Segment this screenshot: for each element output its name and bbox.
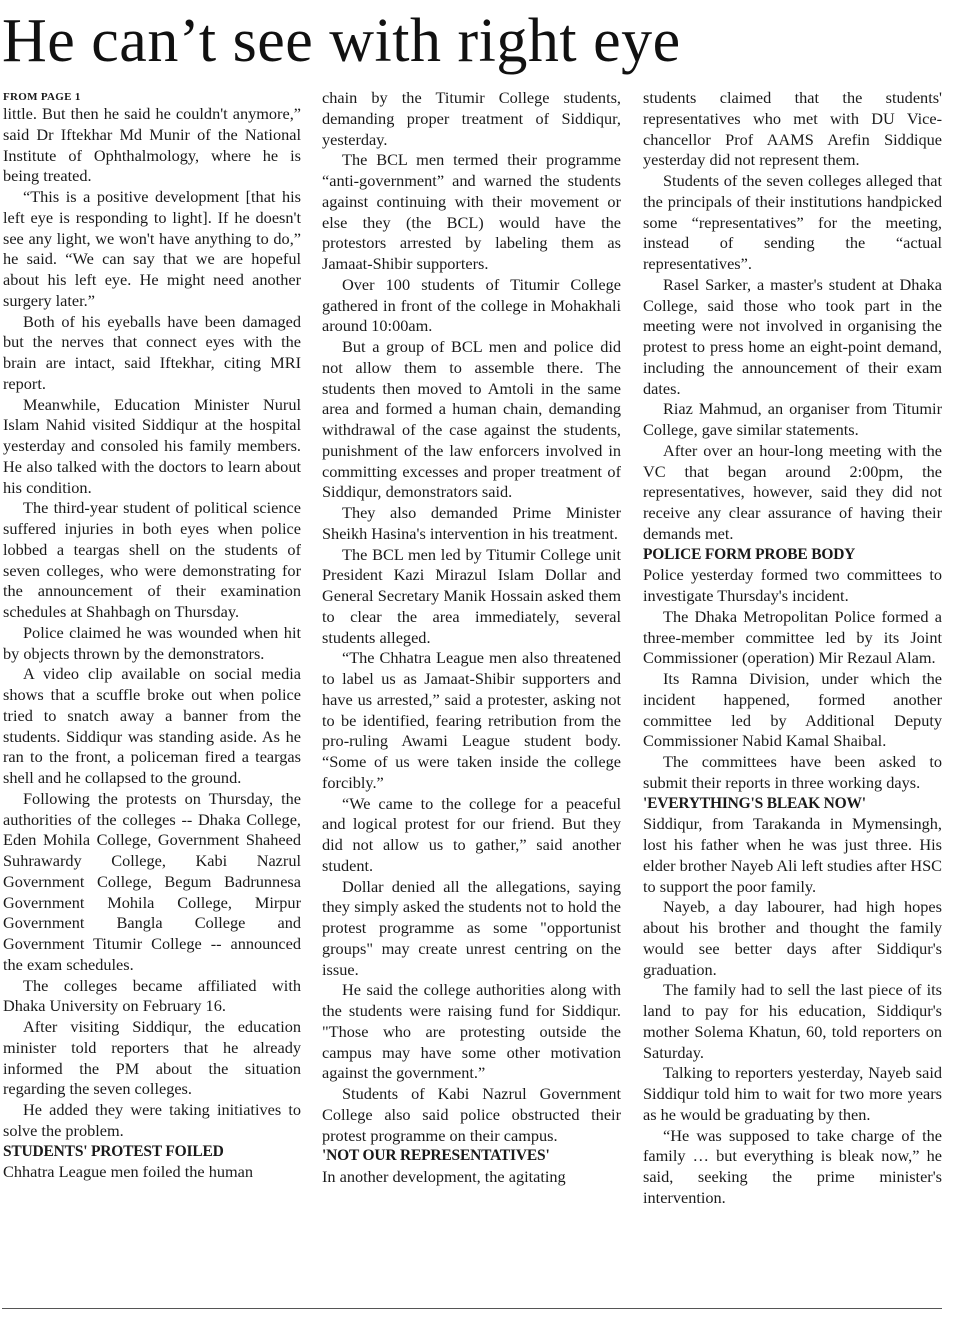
paragraph: He added they were taking initiatives to solve the problem. (3, 1100, 301, 1140)
paragraph: “He was supposed to take charge of the family … but everything is bleak now,” he said, seeking the prime minister's intervention. (643, 1125, 942, 1207)
paragraph: students claimed that the students' representatives who met with DU Vice-chancellor Prof AAMS Arefin Siddique yesterday did not represent them. (643, 88, 942, 170)
paragraph: Riaz Mahmud, an organiser from Titumir College, gave similar statements. (643, 399, 942, 439)
paragraph: “We came to the college for a peaceful and logical protest for our friend. But they did not allow us to gather,” said another student. (322, 793, 621, 875)
subheading-students-protest-foiled: STUDENTS' PROTEST FOILED (3, 1142, 224, 1160)
paragraph: Police claimed he was wounded when hit by objects thrown by the demonstrators. (3, 622, 301, 663)
paragraph: Students of the seven colleges alleged that the principals of their institutions handpicked some “representatives” for the meeting, instead of sending the “actual representatives”. (643, 171, 942, 273)
paragraph: chain by the Titumir College students, demanding proper treatment of Siddiqur, yesterday. (322, 88, 621, 149)
paragraph: “This is a positive development [that his left eye is responding to light]. If he doesn't see any light, we won't have anything to do,” he said. “We can say that we are hopeful about his left eye. He might need another surgery later.” (3, 187, 301, 310)
article-column-1 (3, 88, 301, 1298)
article-column-3 (643, 88, 942, 1298)
paragraph: Dollar denied all the allegations, saying they simply asked the students not to hold the protest programme as some "opportunist groups" may create unrest centring on the issue. (322, 876, 621, 979)
paragraph: Talking to reporters yesterday, Nayeb said Siddiqur told him to wait for two more years as he would be graduating by then. (643, 1063, 942, 1124)
headline: He can’t see with right eye (2, 7, 681, 75)
paragraph: little. But then he said he couldn't anymore,” said Dr Iftekhar Md Munir of the National Institute of Ophthalmology, where he is being treated. (3, 104, 301, 186)
paragraph: Meanwhile, Education Minister Nurul Islam Nahid visited Siddiqur at the hospital yesterday and consoled his family members. He also talked with the doctors to learn about his condition. (3, 394, 301, 497)
paragraph: After over an hour-long meeting with the VC that began around 2:00pm, the representatives, however, said they did not receive any clear assurance of having their demands met. (643, 440, 942, 543)
paragraph: The BCL men termed their programme “anti-government” and warned the students against continuing with their movement or else they (the BCL) would have the protestors arrested by labeling them as Jamaat-Shibir supporters. (322, 150, 621, 273)
paragraph: In another development, the agitating (322, 1167, 566, 1186)
paragraph: Police yesterday formed two committees to investigate Thursday's incident. (643, 565, 942, 605)
paragraph: Both of his eyeballs have been damaged but the nerves that connect eyes with the brain are intact, said Iftekhar, citing MRI report. (3, 311, 301, 393)
paragraph: But a group of BCL men and police did not allow them to assemble there. The students then moved to Amtoli in the same area and formed a human chain, demanding withdrawal of the case against the students, punishment of the law enforcers involved in committing excesses and proper treatment of Siddiqur, demonstrators said. (322, 337, 621, 502)
paragraph: The family had to sell the last piece of its land to pay for his education, Siddiqur's mother Solema Khatun, 60, told reporters on Saturday. (643, 980, 942, 1062)
subheading-police-form-probe-body: POLICE FORM PROBE BODY (643, 545, 856, 563)
paragraph: The Dhaka Metropolitan Police formed a three-member committee led by its Joint Commissioner (operation) Mir Rezaul Alam. (643, 606, 942, 668)
paragraph: Siddiqur, from Tarakanda in Mymensingh, lost his father when he was just three. His elder brother Nayeb Ali left studies after HSC to support the poor family. (643, 814, 942, 896)
paragraph: Chhatra League men foiled the human (3, 1162, 254, 1182)
paragraph: Students of Kabi Nazrul Government College also said police obstructed their protest programme on their campus. (322, 1084, 621, 1145)
subheading-everythings-bleak-now: 'EVERYTHING'S BLEAK NOW' (643, 794, 866, 812)
paragraph: Nayeb, a day labourer, had high hopes about his brother and thought the family would see better days after Siddiqur's graduation. (643, 897, 942, 979)
paragraph: The colleges became affiliated with Dhaka University on February 16. (3, 975, 301, 1016)
paragraph: Its Ramna Division, under which the incident happened, formed another committee led by Additional Deputy Commissioner Nabid Kamal Shaibal. (643, 669, 942, 751)
subheading-not-our-representatives: 'NOT OUR REPRESENTATIVES' (322, 1147, 550, 1165)
paragraph: Rasel Sarker, a master's student at Dhaka College, said those who took part in the meeting were not involved in organising the protest to press home an eight-point demand, including the announcement of their exam dates. (643, 274, 942, 398)
paragraph: A video clip available on social media shows that a scuffle broke out when police tried to snatch away a banner from the students. Siddiqur was standing aside. As he ran to the front, a policeman fired a teargas shell and he collapsed to the ground. (3, 664, 301, 787)
paragraph: He said the college authorities along with the students were raising fund for Siddiqur. "Those who are protesting outside the campus may have some other motivation against the government.” (322, 980, 621, 1083)
from-page-label: FROM PAGE 1 (3, 91, 81, 103)
paragraph: The committees have been asked to submit their reports in three working days. (643, 752, 942, 792)
article-column-2 (322, 88, 621, 1298)
paragraph: Following the protests on Thursday, the authorities of the colleges -- Dhaka College, Eden Mohila College, Government Shaheed Suhrawardy College, Kabi Nazrul Government College, Begum Badrunnesa Government Mohila College, Mirpur Government Bangla College and Government Titumir College -- announced the exam schedules. (3, 788, 301, 974)
paragraph: They also demanded Prime Minister Sheikh Hasina's intervention in his treatment. (322, 503, 621, 543)
paragraph: After visiting Siddiqur, the education minister told reporters that he already informed the PM about the situation regarding the seven colleges. (3, 1017, 301, 1099)
paragraph: Over 100 students of Titumir College gathered in front of the college in Mohakhali around 10:00am. (322, 274, 621, 336)
bottom-divider (2, 1308, 942, 1309)
paragraph: “The Chhatra League men also threatened to label us as Jamaat-Shibir supporters and have us arrested,” said a protester, asking not to be identified, fearing retribution from the pro-ruling Awami League student body. “Some of us were taken inside the college forcibly.” (322, 648, 621, 792)
paragraph: The BCL men led by Titumir College unit President Kazi Mirazul Islam Dollar and General Secretary Manik Hossain asked them to clear the area immediately, several students alleged. (322, 544, 621, 647)
paragraph: The third-year student of political science suffered injuries in both eyes when police lobbed a teargas shell on the students of seven colleges, who were demonstrating for the announcement of their examination schedules at Shahbagh on Thursday. (3, 498, 301, 621)
